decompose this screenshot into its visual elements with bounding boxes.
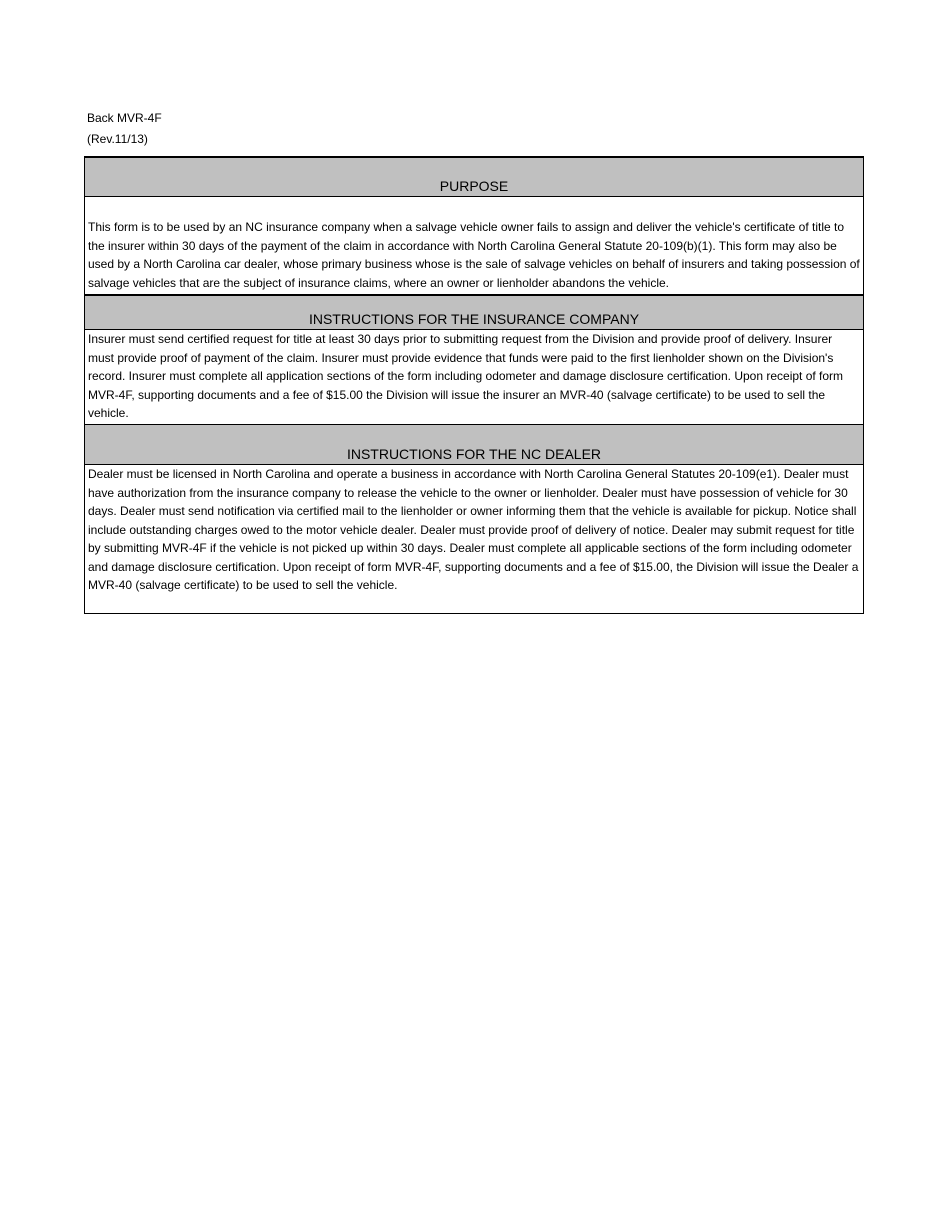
form-identifier — [87, 108, 162, 150]
dealer-instructions-text: Dealer must be licensed in North Carolina and operate a business in accordance with North Carolina General Statutes 20-109(e1). Dealer must have authorization from the insurance company to release the vehicle to the owner or lienholder. Dealer must have possession of vehicle for 30 days. Dealer must send notification via certified mail to the lienholder or owner informing them that the vehicle is available for pickup. Notice shall include outstanding charges owed to the motor vehicle dealer. Dealer must provide proof of delivery of notice. Dealer may submit request for title by submitting MVR-4F if the vehicle is not picked up within 30 days. Dealer must complete all applicable sections of the form including odometer and damage disclosure certification. Upon receipt of form MVR-4F, supporting documents and a fee of $15.00, the Division will issue the Dealer a MVR-40 (salvage certificate) to be used to sell the vehicle. — [88, 467, 859, 592]
purpose-heading: PURPOSE — [85, 158, 863, 197]
purpose-text: This form is to be used by an NC insurance company when a salvage vehicle owner fails to assign and deliver the vehicle's certificate of title to the insurer within 30 days of the payment of the claim in accordance with North Carolina General Statute 20-109(b)(1). This form may also be used by a North Carolina car dealer, whose primary business whose is the sale of salvage vehicles on behalf of insurers and taking possession of salvage vehicles that are the subject of insurance claims, where an owner or lienholder abandons the vehicle. — [88, 220, 860, 290]
insurance-instructions-text: Insurer must send certified request for title at least 30 days prior to submitting request from the Division and provide proof of delivery. Insurer must provide proof of payment of the claim. Insurer must provide evidence that funds were paid to the first lienholder shown on the Division's record. Insurer must complete all application sections of the form including odometer and damage disclosure certification. Upon receipt of form MVR-4F, supporting documents and a fee of $15.00 the Division will issue the insurer an MVR-40 (salvage certificate) to be used to sell the vehicle. — [88, 332, 844, 420]
insurance-instructions-heading: INSTRUCTIONS FOR THE INSURANCE COMPANY — [85, 294, 863, 330]
instructions-table — [84, 156, 864, 614]
form-label: Back MVR-4F — [87, 111, 162, 125]
form-revision: (Rev.11/13) — [87, 132, 148, 146]
dealer-instructions-heading: INSTRUCTIONS FOR THE NC DEALER — [85, 424, 863, 465]
